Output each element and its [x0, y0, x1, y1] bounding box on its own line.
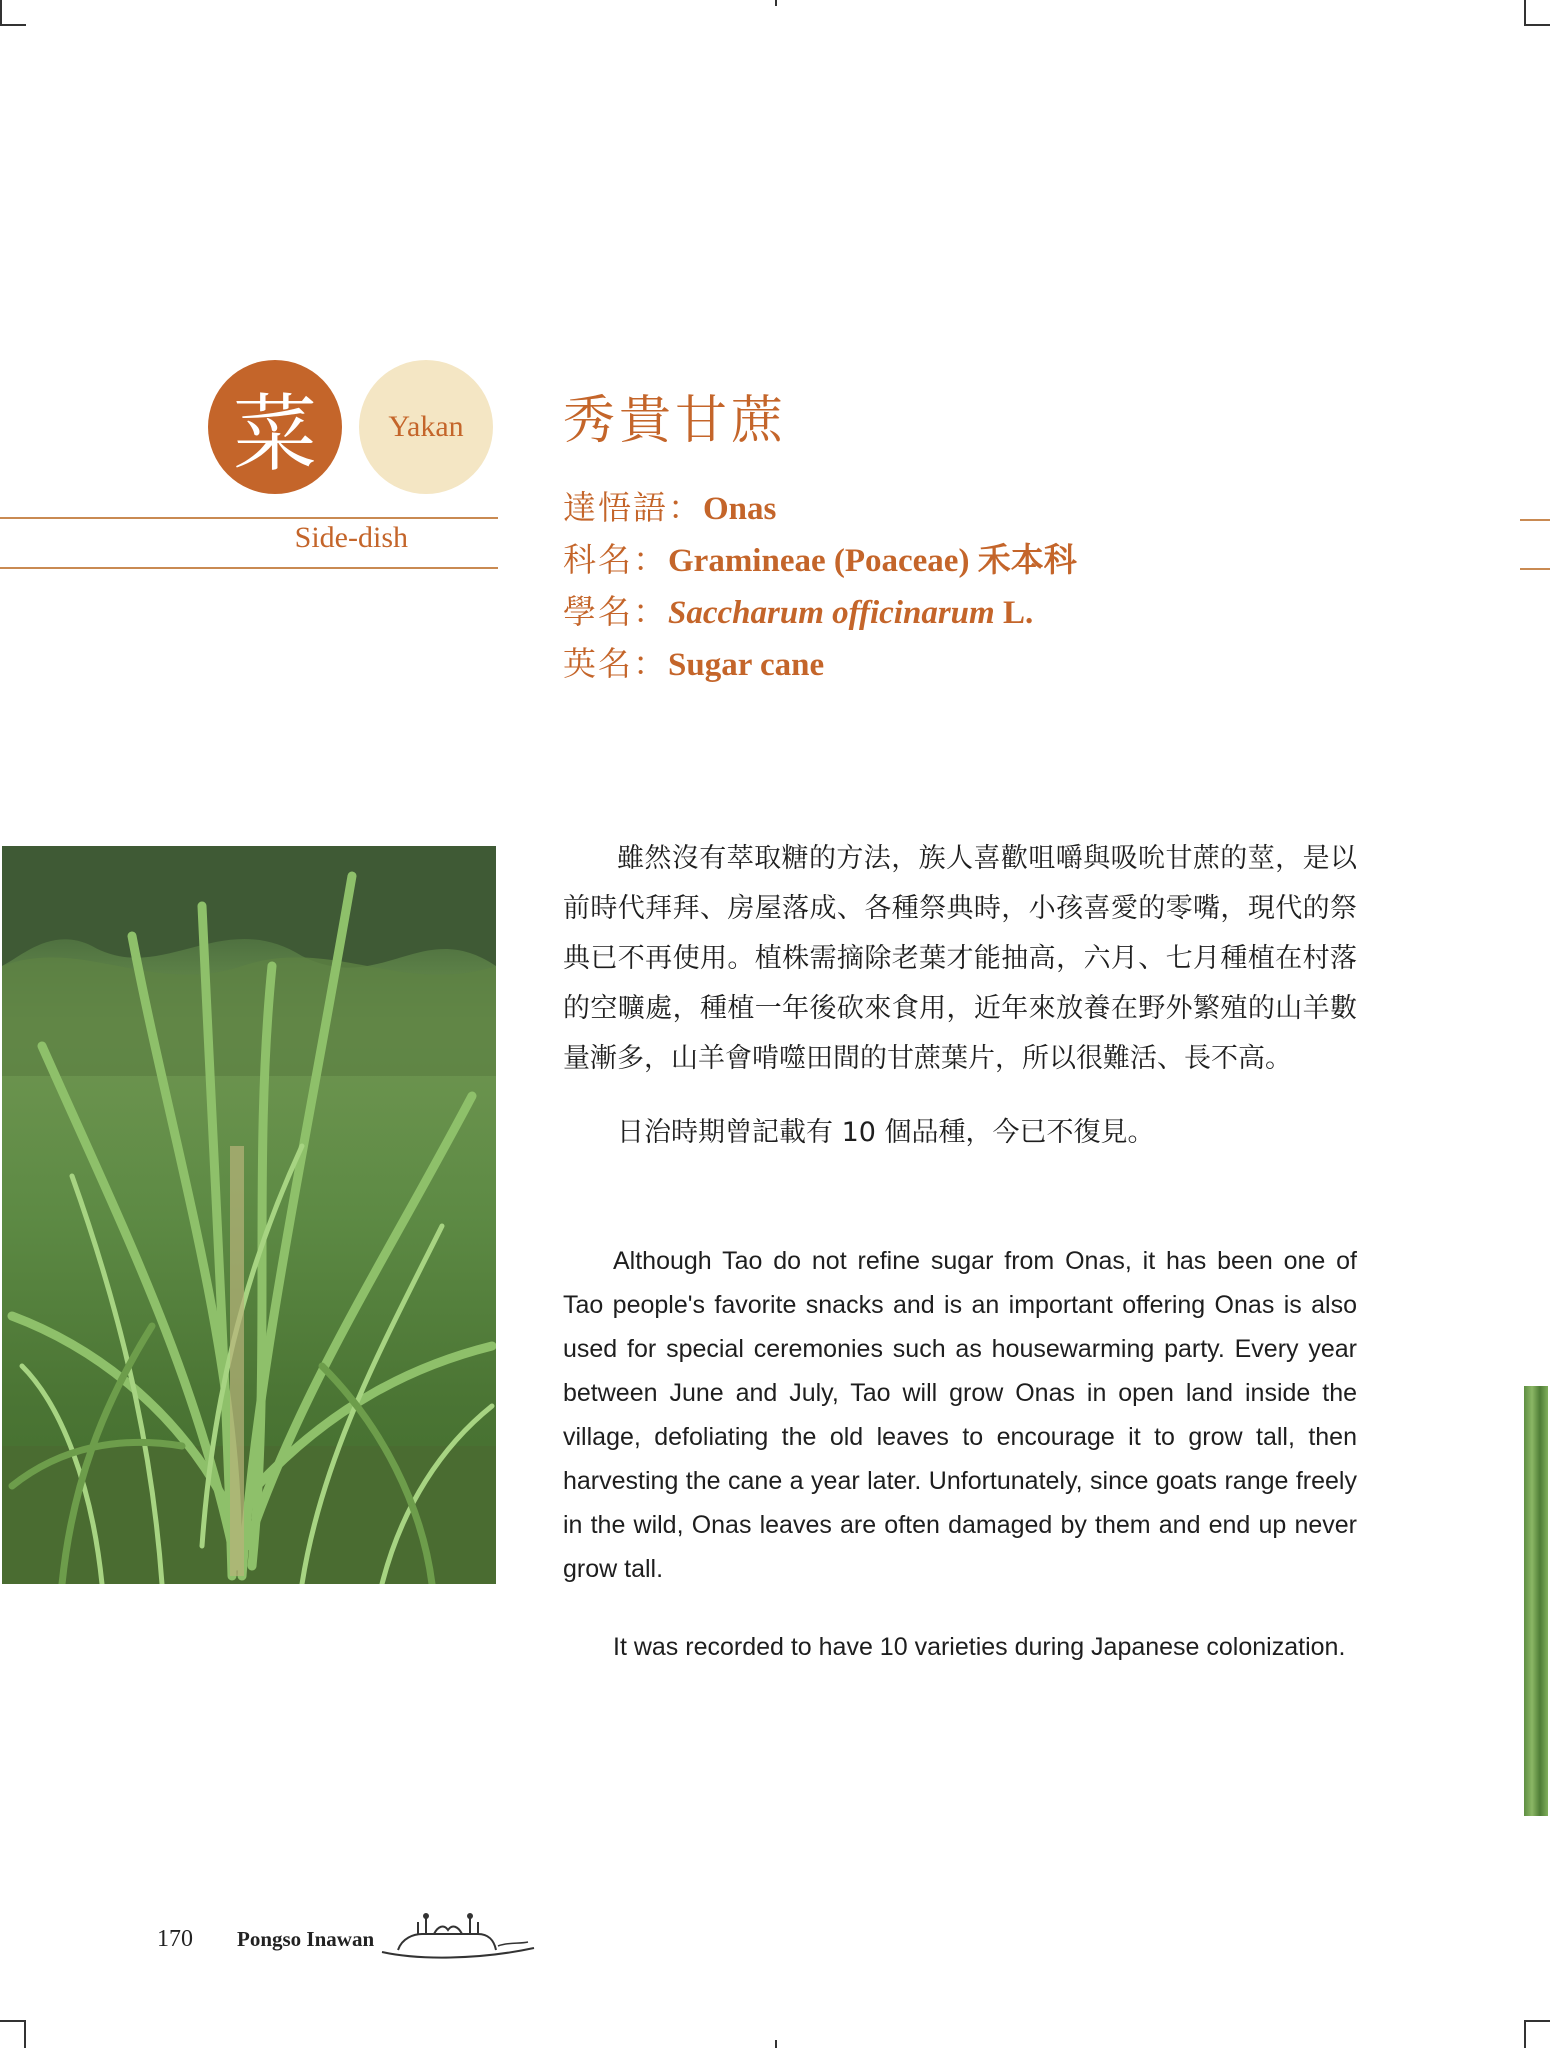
english-paragraph: It was recorded to have 10 varieties during Japanese colonization. — [613, 1633, 1346, 1661]
crop-mark — [1520, 519, 1550, 521]
family-label: 科名： — [563, 540, 668, 579]
english-name-value: Sugar cane — [668, 647, 825, 683]
book-title: Pongso Inawan — [237, 1927, 375, 1951]
edge-photo-strip — [1524, 1386, 1548, 1816]
sugar-cane-photo — [2, 846, 496, 1584]
english-name-label: 英名： — [563, 644, 668, 683]
crop-mark — [1524, 2020, 1550, 2022]
sugar-cane-illustration — [2, 846, 496, 1584]
boat-logo-icon — [378, 1908, 538, 1962]
english-name-row — [563, 638, 1077, 690]
family-row — [563, 534, 1077, 586]
divider — [0, 567, 498, 569]
category-badge: 菜 — [208, 360, 342, 494]
divider — [0, 517, 498, 519]
category-name-badge: Yakan — [359, 360, 493, 494]
crop-mark — [775, 0, 777, 6]
scientific-name-value: Saccharum officinarum — [668, 595, 995, 631]
category-label: Side-dish — [294, 521, 408, 554]
chinese-paragraph: 日治時期曾記載有 10 個品種，今已不復見。 — [617, 1117, 1155, 1148]
page-number: 170 — [157, 1926, 193, 1952]
crop-mark — [1524, 0, 1526, 26]
crop-mark — [0, 24, 26, 26]
plant-info — [563, 482, 1077, 690]
crop-mark — [0, 0, 2, 26]
crop-mark — [1524, 2020, 1526, 2048]
crop-mark — [0, 2020, 26, 2022]
english-paragraph: Although Tao do not refine sugar from Onas, it has been one of Tao people's favorite snacks and is an important offering Onas is also used for special ceremonies such as housewarming party. Every year between June and July, Tao will grow Onas in open land inside the village, defoliating the old leaves to encourage it to grow tall, then harvesting the cane a year later. Unfortunately, since goats range freely in the wild, Onas leaves are often damaged by them and end up never grow tall. — [563, 1247, 1357, 1583]
page-title: 秀貴甘蔗 — [563, 391, 788, 451]
scientific-name-label: 學名： — [563, 592, 668, 631]
chinese-description — [563, 834, 1357, 1158]
crop-mark — [1520, 568, 1550, 570]
crop-mark — [775, 2040, 777, 2048]
tao-name-label: 達悟語： — [563, 488, 703, 527]
english-description — [563, 1239, 1357, 1669]
scientific-name-row — [563, 586, 1077, 638]
scientific-author: L. — [994, 595, 1034, 631]
tao-name-value: Onas — [703, 491, 777, 527]
crop-mark — [24, 2020, 26, 2048]
crop-mark — [1524, 24, 1550, 26]
tao-name-row — [563, 482, 1077, 534]
chinese-paragraph: 雖然沒有萃取糖的方法，族人喜歡咀嚼與吸吮甘蔗的莖，是以前時代拜拜、房屋落成、各種祭典時，小孩喜愛的零嘴，現代的祭典已不再使用。植株需摘除老葉才能抽高，六月、七月種植在村落的空曠處，種植一年後砍來食用，近年來放養在野外繁殖的山羊數量漸多，山羊會啃噬田間的甘蔗葉片，所以很難活、長不高。 — [563, 843, 1357, 1074]
family-value: Gramineae (Poaceae) 禾本科 — [668, 543, 1077, 579]
